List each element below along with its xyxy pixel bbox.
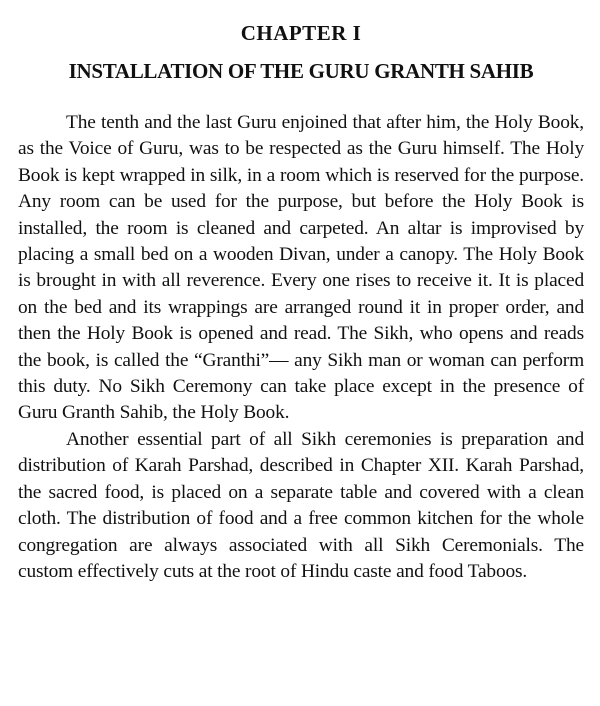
chapter-number: CHAPTER I — [240, 21, 362, 45]
chapter-title: INSTALLATION OF THE GURU GRANTH SAHIB — [68, 59, 534, 83]
body-text — [18, 110, 584, 585]
paragraph-1: The tenth and the last Guru enjoined that after him, the Holy Book, as the Voice of Guru, was to be respected as the Guru himself. The Holy Book is kept wrapped in silk, in a room which is reserved for the purpose. Any room can be used for the purpose, but before the Holy Book is installed, the room is cleaned and carpeted. An altar is improvised by placing a small bed on a wooden Divan, under a canopy. The Holy Book is brought in with all reverence. Every one rises to receive it. It is placed on the bed and its wrappings are arranged round it in proper order, and then the Holy Book is opened and read. The Sikh, who opens and reads the book, is called the “Granthi”— any Sikh man or woman can perform this duty. No Sikh Ceremony can take place except in the presence of Guru Granth Sahib, the Holy Book. — [18, 112, 584, 424]
paragraph-2: Another essential part of all Sikh ceremonies is preparation and distribution of Karah Parshad, described in Chapter XII. Karah Parshad, the sacred food, is placed on a separate table and covered with a clean cloth. The distribution of food and a free common kitchen for the whole congregation are always associated with all Sikh Ceremonials. The custom effectively cuts at the root of Hindu caste and food Taboos. — [18, 428, 584, 582]
document-page — [18, 18, 584, 585]
